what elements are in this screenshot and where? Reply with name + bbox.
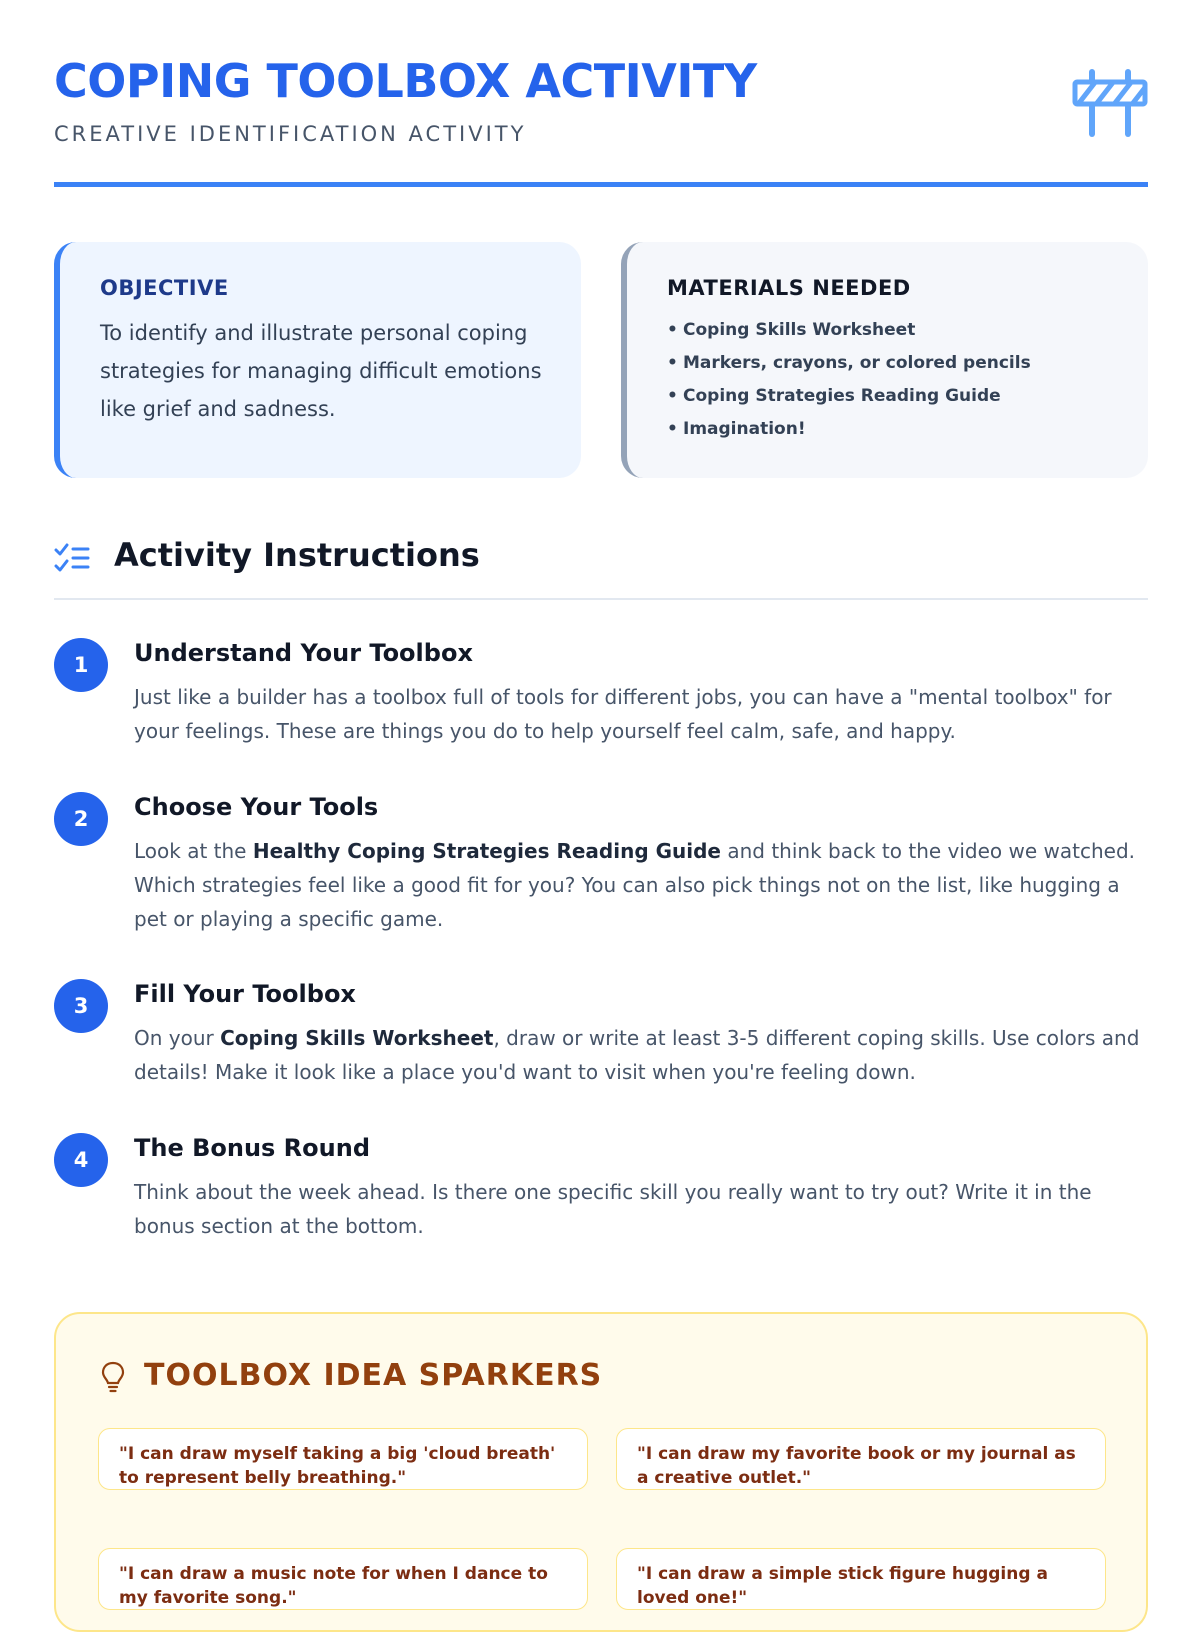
materials-list [667,314,1118,446]
materials-item: • Coping Strategies Reading Guide [667,386,1001,406]
step-text: Just like a builder has a toolbox full of tools for different jobs, you can have a "mental toolbox" for your feelings. These are things you do to help yourself feel calm, safe, and happy. [134,685,1112,743]
instructions-title: Activity Instructions [114,536,480,574]
header-divider [54,182,1148,187]
page-title: COPING TOOLBOX ACTIVITY [54,54,757,108]
step-number: 2 [54,792,108,846]
step-title: Understand Your Toolbox [134,639,473,667]
step-text: Think about the week ahead. Is there one specific skill you really want to try out? Write it in the bonus section at the bottom. [134,1180,1092,1238]
step-body [134,638,1148,748]
step-text: On your Coping Skills Worksheet, draw or write at least 3-5 different coping skills. Use colors and details! Make it look like a place you'd want to visit when you're feeling down. [134,1026,1140,1084]
instructions-header [54,536,1148,600]
materials-heading: MATERIALS NEEDED [667,276,911,300]
idea-card: "I can draw myself taking a big 'cloud breath' to represent belly breathing." [98,1428,588,1490]
materials-item: • Markers, crayons, or colored pencils [667,353,1031,373]
objective-text: To identify and illustrate personal coping strategies for managing difficult emotions like grief and sadness. [100,321,542,421]
objective-card [54,242,581,478]
step-body [134,1133,1148,1243]
materials-item: • Imagination! [667,419,806,439]
idea-sparkers-box [54,1312,1148,1632]
step-title: Fill Your Toolbox [134,980,356,1008]
header [54,52,1148,188]
step-body [134,979,1148,1089]
objective-heading: OBJECTIVE [100,276,229,300]
materials-item: • Coping Skills Worksheet [667,320,916,340]
step-number: 4 [54,1133,108,1187]
lightbulb-icon [100,1360,126,1394]
worksheet-reference: Coping Skills Worksheet [220,1026,494,1050]
idea-card: "I can draw a simple stick figure hugging a loved one!" [616,1548,1106,1610]
step-title: The Bonus Round [134,1134,371,1162]
idea-card: "I can draw my favorite book or my journal as a creative outlet." [616,1428,1106,1490]
step-number: 3 [54,979,108,1033]
idea-card: "I can draw a music note for when I dance to my favorite song." [98,1548,588,1610]
step-text: Look at the Healthy Coping Strategies Reading Guide and think back to the video we watched. Which strategies feel like a good fit for you? You can also pick things not on the list, like hugging a pet or playing a specific game. [134,839,1136,931]
step-title: Choose Your Tools [134,793,379,821]
step-body [134,792,1148,936]
page-subtitle: CREATIVE IDENTIFICATION ACTIVITY [54,122,527,146]
sparkers-title: TOOLBOX IDEA SPARKERS [144,1358,603,1393]
step-number: 1 [54,638,108,692]
materials-card [621,242,1148,478]
road-barrier-icon [1072,68,1148,138]
checklist-icon [54,542,90,576]
reading-guide-reference: Healthy Coping Strategies Reading Guide [252,839,721,863]
